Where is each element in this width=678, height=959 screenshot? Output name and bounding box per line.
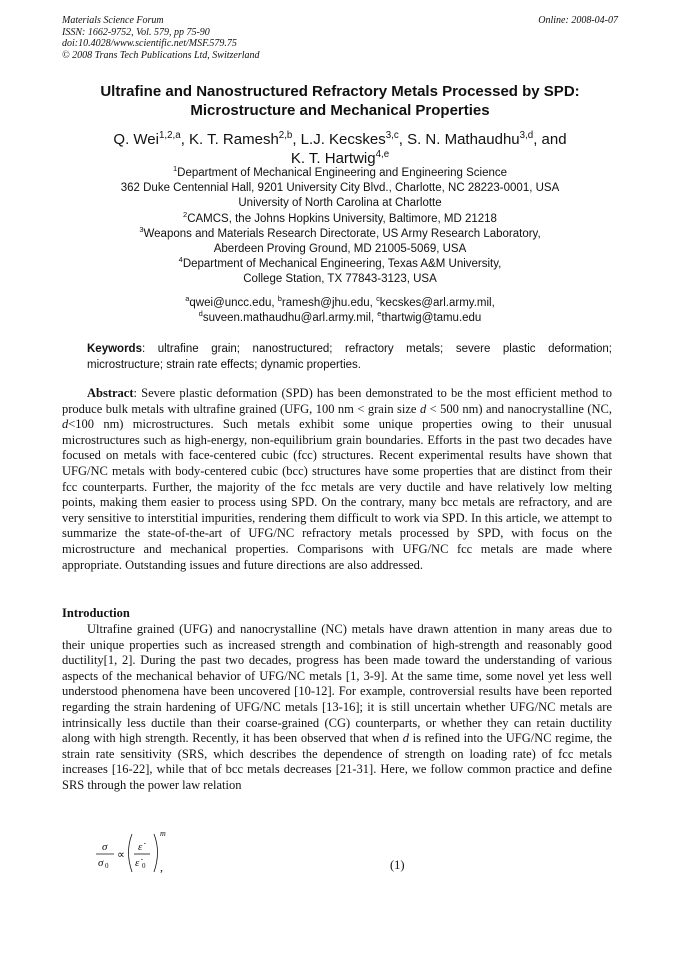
journal-name: Materials Science Forum — [62, 15, 164, 26]
affiliation-4-address: College Station, TX 77843-3123, USA — [243, 273, 437, 286]
author-affil-sup: 1,2,a — [159, 130, 181, 141]
email-link[interactable]: ramesh@jhu.edu, — [281, 297, 377, 309]
affiliation-3-address: Aberdeen Proving Ground, MD 21005-5069, USA — [213, 243, 467, 256]
author-affil-sup: 3,d — [519, 130, 534, 141]
eq-subscript-0: 0 — [105, 862, 109, 870]
eq-right-paren — [154, 834, 158, 872]
abstract-label: Abstract — [87, 386, 134, 400]
author-emails — [62, 296, 618, 326]
abstract-text: < 500 nm) and nanocrystalline (NC, — [426, 401, 613, 416]
author-list — [62, 130, 618, 168]
email-sup: a — [185, 294, 190, 304]
author-line-1 — [62, 130, 618, 149]
eq-comma: , — [160, 860, 163, 874]
author-and: , and — [533, 131, 567, 148]
author-name: Q. Wei — [113, 131, 159, 148]
email-link[interactable]: suveen.mathaudhu@arl.army.mil, — [202, 312, 378, 325]
title-line-1: Ultrafine and Nanostructured Refractory Metals Processed by SPD: — [100, 83, 580, 100]
affiliation-1-university: University of North Carolina at Charlotte — [238, 197, 442, 210]
introduction-paragraph — [62, 622, 612, 794]
email-link[interactable]: thartwig@tamu.edu — [381, 312, 482, 325]
email-sup: e — [377, 309, 382, 319]
keywords-text: : ultrafine grain; nanostructured; refractory metals; severe plastic deformation; microstructure; strain rate effects; dynamic properties. — [87, 343, 612, 371]
author-name: , S. N. Mathaudhu — [398, 131, 520, 148]
grain-size-symbol: d — [419, 401, 427, 416]
online-date: Online: 2008-04-07 — [538, 15, 618, 26]
affiliation-1 — [62, 166, 618, 181]
eq-sigma: σ — [102, 841, 108, 853]
grain-size-symbol: d — [402, 731, 409, 746]
email-link[interactable]: kecskes@arl.army.mil, — [379, 297, 495, 309]
abstract-text: : Severe plastic deformation (SPD) has been demonstrated to be the most efficient method to produce bulk metals with ultrafine grained (UFG, 100 nm < grain size — [62, 386, 612, 416]
eq-left-paren — [129, 834, 133, 872]
keywords-section — [87, 342, 612, 373]
eq-epsdot: ε̇ — [138, 841, 143, 853]
equation-number: (1) — [390, 858, 405, 872]
eq-epsdot0: ε̇ — [135, 857, 140, 869]
affil-text: Department of Mechanical Engineering, Texas A&M University, — [182, 258, 502, 271]
email-sup: c — [376, 294, 380, 304]
affil-sup: 4 — [178, 255, 183, 265]
author-name: , K. T. Ramesh — [180, 131, 279, 148]
email-sup: d — [198, 309, 203, 319]
abstract-section — [62, 386, 612, 573]
eq-exponent-m: m — [160, 829, 166, 838]
affil-sup: 1 — [172, 164, 178, 174]
author-name: K. T. Hartwig — [290, 150, 376, 167]
section-heading-introduction: Introduction — [62, 606, 130, 620]
author-affil-sup: 3,c — [385, 130, 399, 141]
affiliation-2 — [62, 209, 618, 227]
issn-line: ISSN: 1662-9752, Vol. 579, pp 75-90 — [62, 26, 210, 38]
title-line-2: Microstructure and Mechanical Properties — [190, 102, 490, 119]
affiliation-3 — [62, 224, 618, 242]
affiliation-4 — [62, 257, 618, 272]
email-line-1 — [62, 296, 618, 311]
affiliations — [62, 166, 618, 288]
grain-size-symbol: d — [62, 417, 69, 432]
affil-text: Department of Mechanical Engineering and Engineering Science — [177, 167, 508, 179]
eq-subscript-0: 0 — [142, 862, 146, 870]
eq-sigma0: σ — [98, 857, 104, 869]
doi-line: doi:10.4028/www.scientific.net/MSF.579.75 — [62, 38, 237, 49]
affil-sup: 2 — [183, 209, 188, 219]
abstract-text: <100 nm) microstructures. Such metals exhibit some unique properties owing to their unusual microstructures such as high-energy, non-equilibrium grain boundaries. Efforts in the past two decades have focused on metals with face-centered cubic (fcc) structures. Recent experimental results have shown that UFG/NC metals with body-centered cubic (bcc) structures have some properties that are distinct from their fcc counterparts. Further, the majority of the fcc metals are very ductile and have relatively low melting points, making them easier to process using SPD. On the contrary, many bcc metals are refractory, and are very sensitive to interstitial impurities, rendering them difficult to work via SPD. In this article, we attempt to summarize the state-of-the-art of UFG/NC refractory metals processed by SPD, with focus on the microstructure and mechanical properties. Comparisons with UFG/NC fcc metals are made where appropriate. Outstanding issues and future directions are also addressed. — [62, 417, 612, 572]
author-affil-sup: 4,e — [375, 149, 390, 160]
author-name: , L.J. Kecskes — [292, 131, 386, 148]
email-link[interactable]: qwei@uncc.edu, — [189, 297, 278, 309]
affil-text: Weapons and Materials Research Directorate, US Army Research Laboratory, — [143, 227, 541, 240]
copyright-line: © 2008 Trans Tech Publications Ltd, Switzerland — [62, 49, 260, 61]
affiliation-1-address: 362 Duke Centennial Hall, 9201 University City Blvd., Charlotte, NC 28223-0001, USA — [120, 182, 560, 195]
intro-text: Ultrafine grained (UFG) and nanocrystalline (NC) metals have drawn attention in many areas due to their unique properties such as increased strength and combination of high-strength and reasonably good ductility[1, 2]. During the past two decades, progress has been made toward the understanding of various aspects of the mechanical behavior of UFG/NC metals [1, 3-9]. At the same time, some novel yet less well understood phenomena have been uncovered [10-12]. For example, controversial results have been reported regarding the strain hardening of UFG/NC metals [13-16]; it is still uncertain whether UFG/NC metals are intrinsically less ductile than their coarse-grained (CG) counterparts, or whether they can retain ductility along with high strength. Recently, it has been observed that when — [62, 622, 612, 746]
affil-sup: 3 — [139, 224, 144, 234]
author-affil-sup: 2,b — [278, 130, 293, 141]
paper-title — [62, 82, 618, 120]
keywords-label: Keywords — [87, 343, 142, 355]
journal-header — [62, 15, 618, 61]
intro-text: is refined into the UFG/NC regime, the strain rate sensitivity (SRS, which describes the dependence of strength on loading rate) of fcc metals increases [16-22], while that of bcc metals decreases [21-31]. Here, we follow common practice and define SRS through the power law relation — [62, 731, 612, 792]
affil-text: CAMCS, the Johns Hopkins University, Baltimore, MD 21218 — [187, 212, 497, 225]
email-sup: b — [277, 294, 282, 304]
eq-propto: ∝ — [117, 849, 125, 861]
power-law-equation — [92, 828, 182, 876]
email-line-2 — [62, 311, 618, 326]
